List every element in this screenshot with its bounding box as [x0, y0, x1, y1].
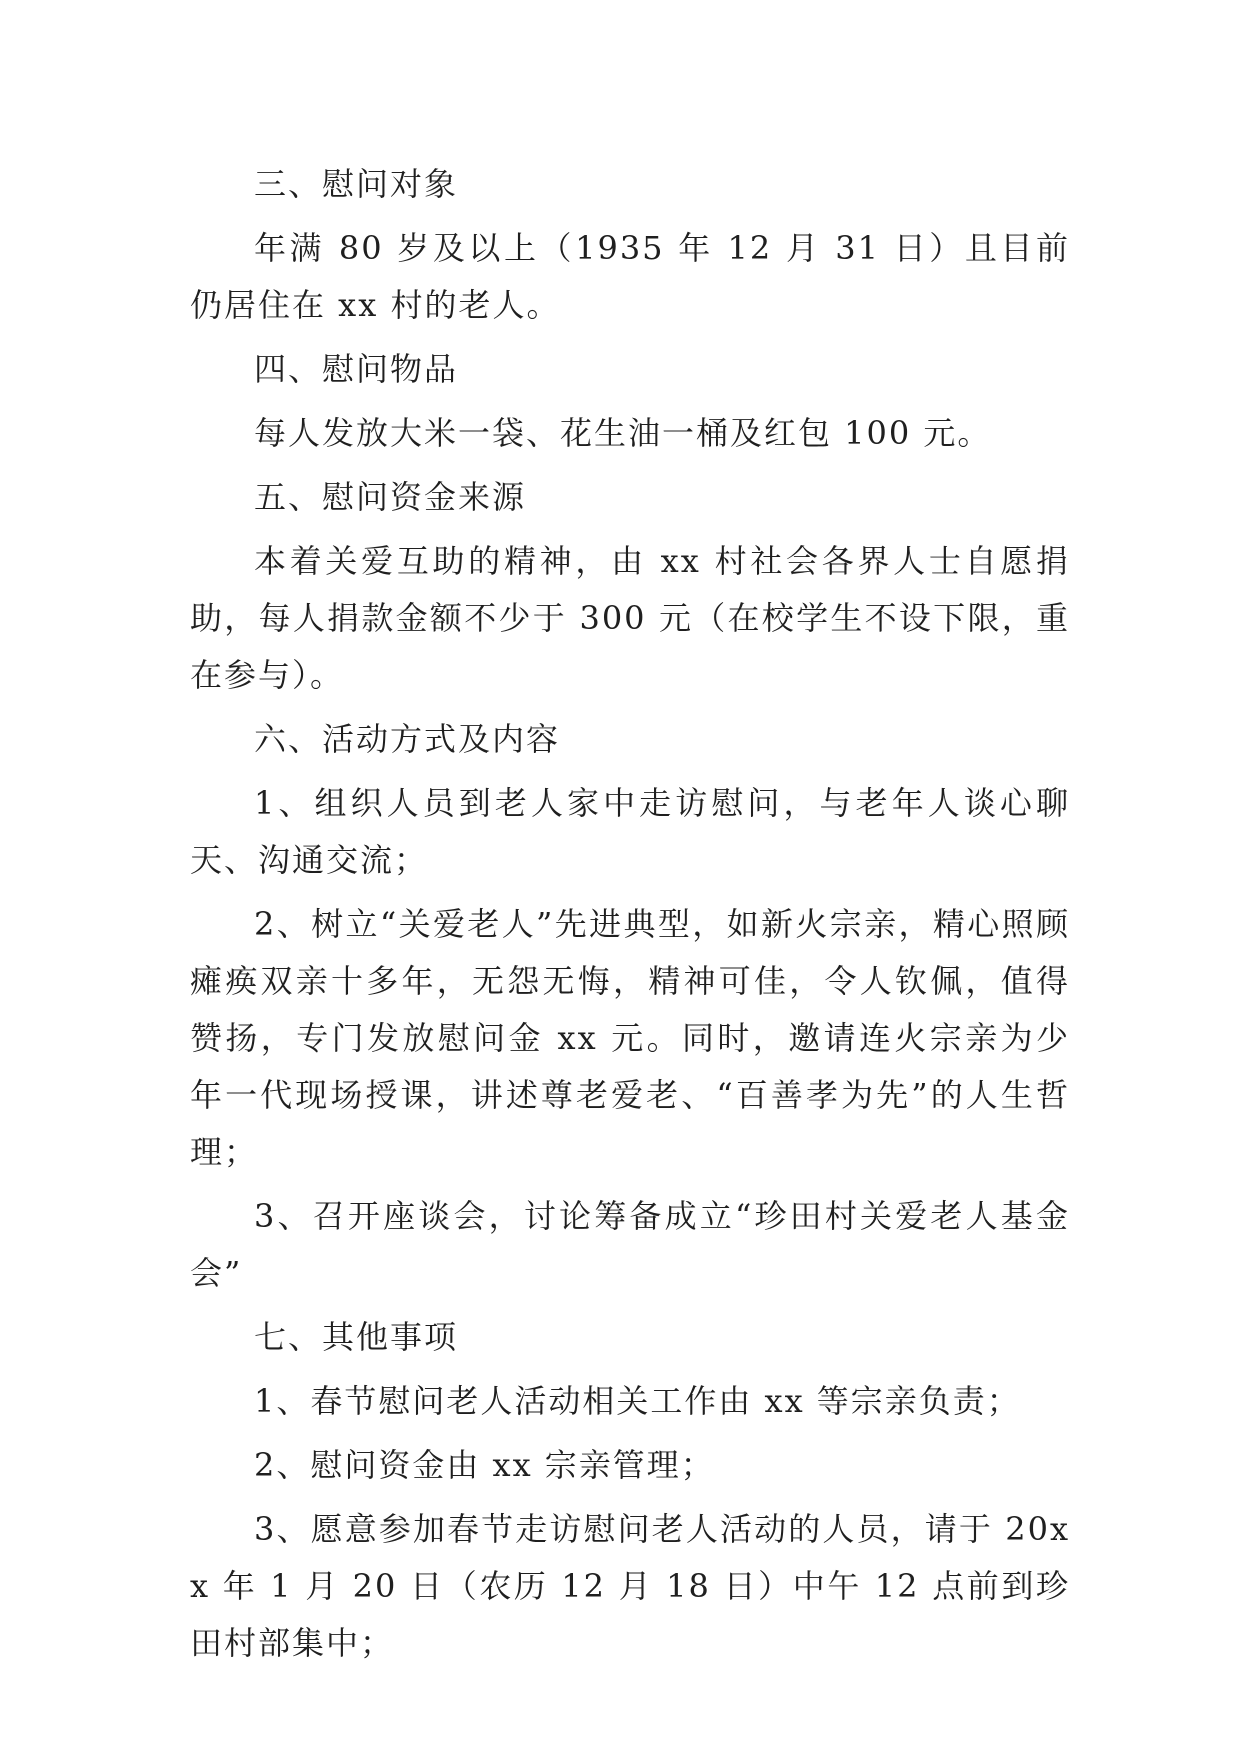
section-heading-3: 三、慰问对象: [254, 165, 459, 203]
list-item-other-2: 2、慰问资金由 xx 宗亲管理；: [254, 1446, 715, 1484]
body-paragraph-items: 每人发放大米一袋、花生油一桶及红包 100 元。: [254, 414, 992, 452]
list-item-activity-3: 3、召开座谈会，讨论筹备成立“珍田村关爱老人基金会”: [190, 1197, 1070, 1292]
body-paragraph-funding: 本着关爱互助的精神，由 xx 村社会各界人士自愿捐助，每人捐款金额不少于 300 元（在校学生不设下限，重在参与）。: [190, 542, 1070, 694]
document-page: [190, 156, 1070, 1679]
list-item-other-1: 1、春节慰问老人活动相关工作由 xx 等宗亲负责；: [254, 1382, 1021, 1420]
section-heading-7: 七、其他事项: [254, 1318, 459, 1356]
section-heading-4: 四、慰问物品: [254, 350, 459, 388]
list-item-activity-2: 2、树立“关爱老人”先进典型，如新火宗亲，精心照顾瘫痪双亲十多年，无怨无悔，精神可佳，令人钦佩，值得赞扬，专门发放慰问金 xx 元。同时，邀请连火宗亲为少年一代现场授课，讲述尊老爱老、“百善孝为先”的人生哲理；: [190, 905, 1070, 1171]
list-item-activity-1: 1、组织人员到老人家中走访慰问，与老年人谈心聊天、沟通交流；: [190, 784, 1070, 879]
body-paragraph-targets: 年满 80 岁及以上（1935 年 12 月 31 日）且目前仍居住在 xx 村的老人。: [190, 229, 1070, 324]
list-item-other-3: 3、愿意参加春节走访慰问老人活动的人员，请于 20xx 年 1 月 20 日（农历 12 月 18 日）中午 12 点前到珍田村部集中；: [190, 1510, 1070, 1662]
section-heading-5: 五、慰问资金来源: [254, 478, 527, 516]
section-heading-6: 六、活动方式及内容: [254, 720, 561, 758]
